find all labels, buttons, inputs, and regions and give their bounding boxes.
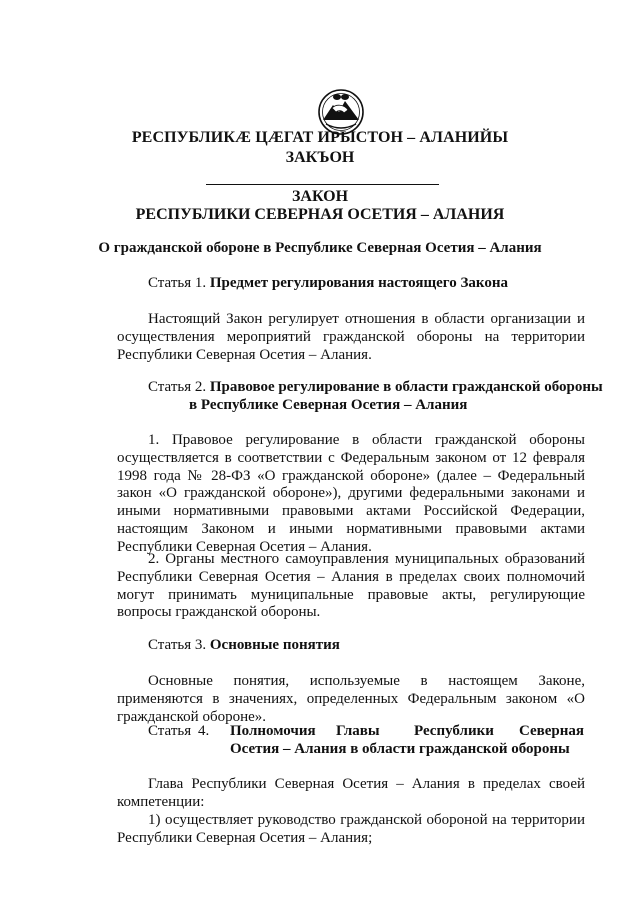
article-2-paragraph-1: 1. Правовое регулирование в области гражданской обороны осуществляется в соответствии с Федеральным законом от 12 февраля 1998 года № 28-ФЗ «О гражданской обороне» (далее – Федеральный закон «О гражданской обороне»), другими федеральными законами и иными нормативными правовыми актами Российской Федерации, настоящим Законом и иными нормативными правовыми актами Республики Северная Осетия – Алания. — [117, 432, 585, 555]
law-subject: О гражданской обороне в Республике Северная Осетия – Алания — [98, 240, 542, 256]
article-4-title-line2: Осетия – Алания в области гражданской обороны — [230, 741, 570, 757]
zakon-title-ossetian: ЗАКЪОН — [285, 149, 355, 166]
article-3-title: Основные понятия — [209, 637, 340, 653]
zakon-title: ЗАКОН — [291, 188, 349, 205]
article-4-title-word-2: Главы — [336, 723, 380, 739]
article-1-title: Предмет регулирования настоящего Закона — [209, 275, 508, 291]
article-1-label: Статья 1. — [148, 275, 207, 291]
article-2-title-line1: Правовое регулирование в области гражданской обороны — [209, 379, 603, 395]
article-2-title-line2: в Республике Северная Осетия – Алания — [189, 397, 468, 413]
divider-line — [206, 184, 439, 185]
article-2-paragraph-2: 2. Органы местного самоуправления муниципальных образований Республики Северная Осетия – Алания в пределах своих полномочий могут принимать муниципальные правовые акты, регулирующие вопросы гражданской обороны. — [117, 551, 585, 621]
republic-title-ossetian: РЕСПУБЛИКӔ ЦӔГАТ ИРЫСТОН – АЛАНИЙЫ — [131, 129, 509, 146]
article-3-label: Статья 3. — [148, 637, 207, 653]
article-4-label-word: Статья — [148, 723, 192, 739]
republic-title-russian: РЕСПУБЛИКИ СЕВЕРНАЯ ОСЕТИЯ – АЛАНИЯ — [135, 206, 505, 223]
article-2-label: Статья 2. — [148, 379, 207, 395]
article-4-title-line2-wrap — [230, 741, 570, 759]
article-2-title-line2-wrap — [189, 397, 467, 415]
article-4-label-number: 4. — [198, 723, 210, 739]
article-4-title-word-3: Республики — [414, 723, 494, 739]
article-4-title-word-4: Северная — [519, 723, 585, 739]
article-3-text: Основные понятия, используемые в настоящем Законе, применяются в значениях, определенных Федеральным законом «О гражданской обороне». — [117, 673, 585, 725]
article-3-heading — [148, 637, 340, 655]
article-4-intro: Глава Республики Северная Осетия – Алания в пределах своей компетенции: — [117, 776, 585, 810]
article-4-item-1: 1) осуществляет руководство гражданской обороной на территории Республики Северная Осетия – Алания; — [117, 812, 585, 846]
article-4-title-word-1: Полномочия — [230, 723, 316, 739]
article-1-heading — [148, 275, 508, 293]
article-1-text: Настоящий Закон регулирует отношения в области организации и осуществления мероприятий гражданской обороны на территории Республики Северная Осетия – Алания. — [117, 311, 585, 363]
article-2-heading — [148, 379, 603, 397]
